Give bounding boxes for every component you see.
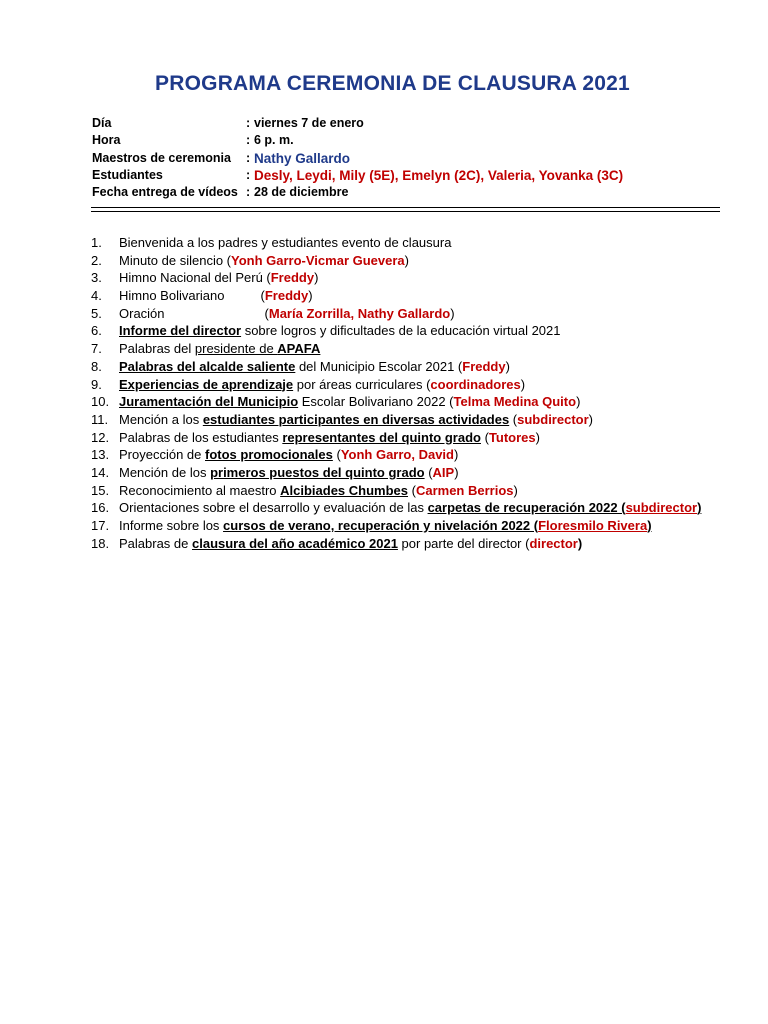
divider bbox=[91, 207, 720, 208]
item-text-plain: ) bbox=[450, 305, 455, 321]
info-value: 28 de diciembre bbox=[254, 185, 349, 200]
info-value: viernes 7 de enero bbox=[254, 116, 364, 130]
item-responsible: Freddy bbox=[462, 358, 506, 374]
item-text-emphasis: Palabras del alcalde saliente bbox=[119, 358, 296, 374]
item-text-plain: Oración bbox=[119, 305, 165, 321]
item-text-plain: ) bbox=[314, 270, 319, 286]
item-text bbox=[119, 482, 518, 500]
item-number: 15. bbox=[91, 482, 110, 498]
item-number: 18. bbox=[91, 535, 110, 551]
item-text-plain: ) bbox=[505, 358, 510, 374]
item-responsible: Floresmilo Rivera bbox=[538, 518, 648, 533]
item-text-plain: ) bbox=[576, 394, 581, 410]
item-text-plain: ) bbox=[535, 429, 540, 445]
item-text bbox=[119, 234, 451, 252]
item-text-plain: Proyección de bbox=[119, 447, 205, 463]
item-text-plain: Minuto de silencio ( bbox=[119, 252, 231, 268]
info-separator: : bbox=[246, 116, 251, 130]
item-text-plain: ( bbox=[332, 447, 341, 463]
item-text-plain: Reconocimiento al maestro bbox=[119, 482, 281, 498]
item-text bbox=[119, 429, 540, 447]
item-text-plain: Palabras de bbox=[119, 535, 192, 551]
item-text-plain: ) bbox=[453, 447, 459, 463]
divider bbox=[91, 211, 720, 212]
item-text-plain: Mención de los bbox=[119, 464, 211, 480]
item-text-plain: sobre logros y dificultades de la educación virtual 2021 bbox=[241, 323, 561, 339]
item-responsible: Yonh Garro, David bbox=[340, 447, 454, 463]
info-label: Estudiantes bbox=[92, 167, 163, 182]
item-text-plain: ( bbox=[260, 288, 265, 304]
info-label: Maestros de ceremonia bbox=[92, 150, 231, 165]
item-text-plain: ) bbox=[520, 376, 526, 392]
item-text bbox=[119, 535, 582, 553]
item-responsible: Carmen Berrios bbox=[415, 482, 514, 498]
item-number: 8. bbox=[91, 358, 102, 374]
item-text bbox=[119, 517, 652, 535]
item-text-plain: por áreas curriculares ( bbox=[293, 376, 431, 392]
item-text-plain: ) bbox=[308, 288, 313, 304]
item-number: 4. bbox=[91, 288, 102, 304]
item-text bbox=[119, 269, 318, 287]
info-value: 6 p. m. bbox=[254, 133, 294, 148]
item-text-plain: ( bbox=[509, 411, 518, 427]
item-text-plain: Bienvenida a los padres y estudiantes evento de clausura bbox=[119, 235, 452, 250]
item-responsible: Freddy bbox=[264, 288, 309, 304]
info-separator: : bbox=[246, 167, 251, 182]
item-text bbox=[119, 499, 701, 517]
item-text-plain: Informe sobre los bbox=[119, 518, 224, 533]
item-text-plain: Mención a los bbox=[119, 411, 203, 427]
item-text-plain: Himno Bolivariano bbox=[119, 288, 225, 304]
item-text-plain: Palabras del bbox=[119, 341, 195, 357]
item-number: 7. bbox=[91, 341, 102, 357]
item-text-emphasis: fotos promocionales bbox=[205, 447, 333, 463]
item-responsible: AIP bbox=[432, 464, 455, 480]
item-text-emphasis: Alcibiades Chumbes bbox=[280, 482, 409, 498]
item-number: 12. bbox=[91, 429, 110, 445]
item-number: 11. bbox=[91, 411, 109, 427]
info-label: Día bbox=[92, 116, 112, 130]
info-separator: : bbox=[246, 150, 251, 165]
item-number: 6. bbox=[91, 323, 102, 339]
item-text-plain: ) bbox=[404, 252, 409, 268]
item-text-emphasis: ) bbox=[697, 500, 702, 516]
item-text bbox=[119, 376, 525, 394]
item-responsible: Yonh Garro-Vicmar Guevera bbox=[231, 252, 405, 268]
item-text-plain: ) bbox=[454, 464, 459, 480]
item-number: 13. bbox=[91, 447, 110, 463]
item-text bbox=[119, 411, 593, 429]
item-text-emphasis: estudiantes participantes en diversas actividades bbox=[202, 411, 510, 427]
item-responsible: María Zorrilla, Nathy Gallardo bbox=[268, 305, 451, 321]
item-text-underlined: presidente de bbox=[194, 341, 278, 357]
item-text-plain: ( bbox=[424, 464, 433, 480]
item-text-emphasis: carpetas de recuperación 2022 ( bbox=[427, 500, 626, 516]
item-number: 9. bbox=[91, 376, 102, 392]
item-text-plain: ( bbox=[480, 429, 489, 445]
item-number: 14. bbox=[91, 464, 110, 480]
item-text bbox=[119, 358, 510, 376]
item-responsible: subdirector bbox=[625, 500, 698, 516]
info-separator: : bbox=[246, 133, 251, 148]
item-text bbox=[119, 340, 320, 358]
item-text-emphasis: primeros puestos del quinto grado bbox=[210, 464, 425, 480]
item-text-emphasis: cursos de verano, recuperación y nivelación 2022 ( bbox=[223, 518, 539, 533]
page-title: PROGRAMA CEREMONIA DE CLAUSURA 2021 bbox=[155, 72, 630, 95]
item-text-emphasis: ) bbox=[647, 518, 652, 533]
item-text bbox=[119, 393, 580, 411]
item-text-plain: Orientaciones sobre el desarrollo y evaluación de las bbox=[119, 500, 428, 516]
item-number: 1. bbox=[91, 235, 102, 250]
item-responsible: Freddy bbox=[270, 270, 315, 286]
info-value: Nathy Gallardo bbox=[254, 150, 351, 166]
item-text-plain: del Municipio Escolar 2021 ( bbox=[295, 358, 463, 374]
item-number: 10. bbox=[91, 394, 110, 410]
item-number: 5. bbox=[91, 305, 102, 321]
info-label: Fecha entrega de vídeos bbox=[92, 185, 238, 200]
item-text bbox=[119, 446, 458, 464]
item-text bbox=[119, 464, 459, 482]
item-text bbox=[119, 305, 455, 323]
info-value: Desly, Leydi, Mily (5E), Emelyn (2C), Valeria, Yovanka (3C) bbox=[254, 167, 624, 183]
item-text-emphasis: APAFA bbox=[277, 341, 321, 357]
item-text-emphasis: Juramentación del Municipio bbox=[119, 394, 299, 410]
item-text-plain: ( bbox=[408, 482, 416, 498]
item-text bbox=[119, 287, 313, 305]
item-text-plain: ) bbox=[577, 535, 583, 551]
item-number: 3. bbox=[91, 270, 102, 286]
item-text-plain: ) bbox=[588, 411, 593, 427]
item-text-plain: Palabras de los estudiantes bbox=[119, 429, 283, 445]
item-text-plain: Escolar Bolivariano 2022 ( bbox=[298, 394, 454, 410]
info-label: Hora bbox=[92, 133, 121, 148]
item-number: 16. bbox=[91, 500, 110, 516]
item-text bbox=[119, 252, 409, 270]
info-separator: : bbox=[246, 185, 251, 200]
item-responsible: Tutores bbox=[488, 429, 536, 445]
item-responsible: Telma Medina Quito bbox=[453, 394, 577, 410]
item-text-plain: ( bbox=[264, 305, 269, 321]
item-text-plain: Himno Nacional del Perú ( bbox=[119, 270, 271, 286]
item-text bbox=[119, 322, 561, 340]
item-text-emphasis: representantes del quinto grado bbox=[282, 429, 481, 445]
item-text-plain: ) bbox=[513, 482, 518, 498]
item-text-emphasis: clausura del año académico 2021 bbox=[192, 535, 398, 551]
item-responsible: coordinadores bbox=[430, 376, 521, 392]
item-number: 17. bbox=[91, 518, 110, 533]
item-responsible: director bbox=[529, 535, 578, 551]
item-number: 2. bbox=[91, 252, 102, 268]
item-text-emphasis: Informe del director bbox=[119, 323, 242, 339]
item-responsible: subdirector bbox=[517, 411, 589, 427]
item-text-emphasis: Experiencias de aprendizaje bbox=[119, 376, 294, 392]
item-text-plain: por parte del director ( bbox=[397, 535, 530, 551]
